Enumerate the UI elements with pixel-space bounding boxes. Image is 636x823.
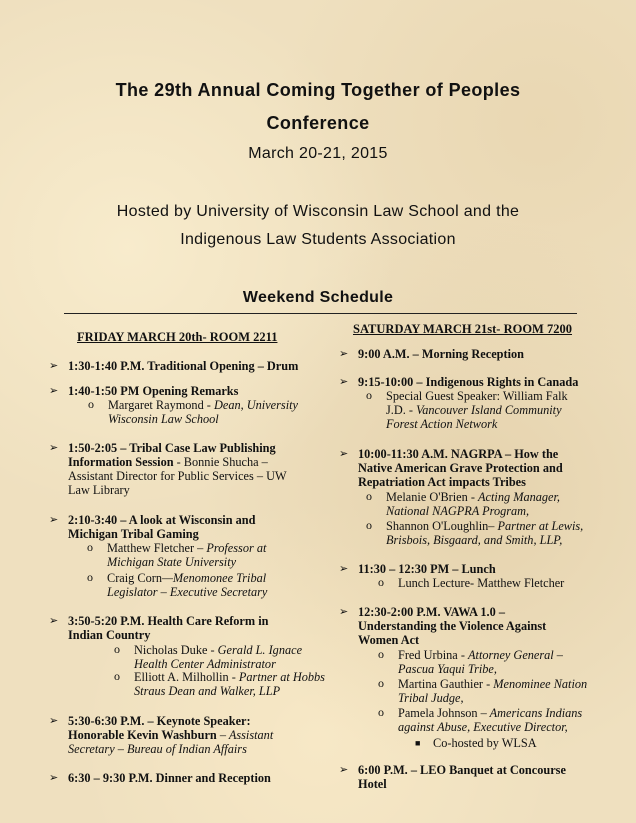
arrow-bullet-icon: ➢ [339,376,349,388]
speaker-role: Health Center Administrator [134,657,276,671]
divider-rule [64,313,577,314]
speaker-name: Shannon O'Loughlin [386,519,489,533]
saturday-vawa-cohost [415,736,613,750]
circle-bullet-icon: o [378,676,384,690]
speaker-name: Nicholas Duke - [134,643,218,657]
friday-item-opening [49,359,318,373]
circle-bullet-icon: o [114,642,120,656]
item-title: 9:00 A.M. – Morning Reception [358,347,524,361]
circle-bullet-icon: o [88,397,94,411]
arrow-bullet-icon: ➢ [49,715,59,727]
saturday-item-morning-reception [339,347,598,361]
item-title: Understanding the Violence Against [358,619,547,633]
item-title: Michigan Tribal Gaming [68,527,199,541]
speaker-name: J.D. - [386,403,417,417]
saturday-vawa-speaker-2 [378,676,613,705]
arrow-bullet-icon: ➢ [49,615,59,627]
circle-bullet-icon: o [366,388,372,402]
arrow-bullet-icon: ➢ [339,606,349,618]
speaker-role: —Menomonee Tribal [162,571,267,585]
title-line-1: The 29th Annual Coming Together of Peoples [115,80,521,100]
saturday-lunch-lecture [378,575,613,590]
speaker-role: Dean, University [213,398,298,412]
friday-item-health-care [49,614,318,642]
item-detail: – Assistant [216,728,274,742]
speaker-name: Fred Urbina - [398,648,469,662]
cohost-note: Co-hosted by WLSA [433,736,537,750]
speaker-role: Forest Action Network [386,417,498,431]
circle-bullet-icon: o [378,647,384,661]
friday-heading: FRIDAY MARCH 20th- ROOM 2211 [77,330,278,344]
speaker-role: Acting Manager, [478,490,560,504]
item-title: Indian Country [68,628,151,642]
speaker-role: against Abuse, Executive Director, [398,720,568,734]
conference-dates: March 20-21, 2015 [248,145,388,162]
speaker-role: Partner at Hobbs [238,670,325,684]
item-detail: Secretary – Bureau of Indian Affairs [68,742,247,756]
saturday-nagrpa-speaker-1 [366,489,611,518]
arrow-bullet-icon: ➢ [339,563,349,575]
saturday-item-lunch [339,562,608,576]
circle-bullet-icon: o [378,575,384,589]
circle-bullet-icon: o [114,669,120,683]
speaker-role: Legislator – Executive Secretary [107,585,268,599]
friday-item-remarks [49,384,318,398]
saturday-rights-speaker [366,388,606,431]
speaker-role: Pascua Yaqui Tribe, [398,662,497,676]
circle-bullet-icon: o [87,570,93,584]
circle-bullet-icon: o [366,518,372,532]
speaker-name: Special Guest Speaker: William Falk [386,389,568,403]
item-title: Hotel [358,777,387,791]
item-title: 11:30 – 12:30 PM – Lunch [358,562,496,576]
title-line-2: Conference [266,113,370,133]
saturday-item-vawa [339,605,608,647]
item-title: 1:50-2:05 – Tribal Case Law Publishing [68,441,276,455]
friday-gaming-speaker-2 [87,570,322,599]
arrow-bullet-icon: ➢ [49,360,59,372]
saturday-nagrpa-speaker-2 [366,518,616,547]
friday-health-speaker-1 [114,642,334,671]
speaker-name: Lunch Lecture- Matthew Fletcher [398,576,565,590]
saturday-heading: SATURDAY MARCH 21st- ROOM 7200 [353,322,572,336]
arrow-bullet-icon: ➢ [49,772,59,784]
speaker-role: Michigan State University [107,555,237,569]
item-title: 9:15-10:00 – Indigenous Rights in Canada [358,375,579,389]
speaker-name: Margaret Raymond - [108,398,214,412]
item-title: 12:30-2:00 P.M. VAWA 1.0 – [358,605,506,619]
item-title: 10:00-11:30 A.M. NAGRPA – How the [358,447,559,461]
item-title: 1:30-1:40 P.M. Traditional Opening – Drum [68,359,299,373]
weekend-schedule-heading: Weekend Schedule [242,289,394,306]
speaker-name: Craig Corn [107,571,162,585]
speaker-role: Brisbois, Bisgaard, and Smith, LLP, [386,533,563,547]
item-detail: Law Library [68,483,130,497]
friday-item-dinner [49,771,318,785]
speaker-role: Wisconsin Law School [108,412,219,426]
speaker-name: Pamela Johnson [398,706,481,720]
friday-gaming-speaker-1 [87,540,322,569]
speaker-name: Melanie O'Brien - [386,490,479,504]
friday-item-tribal-case-law [49,441,318,497]
item-title: 6:30 – 9:30 P.M. Dinner and Reception [68,771,271,785]
speaker-role: – Partner at Lewis, [488,519,584,533]
host-line-1: Hosted by University of Wisconsin Law School and the [116,203,520,220]
item-title: 1:40-1:50 PM Opening Remarks [68,384,239,398]
item-detail: Assistant Director for Public Services – UW [68,469,287,483]
item-title: Repatriation Act impacts Tribes [358,475,526,489]
friday-item-keynote [49,714,318,756]
speaker-name: Elliott A. Milhollin - [134,670,239,684]
friday-remarks-speaker [88,397,323,426]
speaker-role: Vancouver Island Community [416,403,562,417]
arrow-bullet-icon: ➢ [339,448,349,460]
speaker-role: Gerald L. Ignace [217,643,303,657]
item-title: Native American Grave Protection and [358,461,563,475]
friday-item-tribal-gaming [49,513,318,541]
item-title: Honorable Kevin Washburn [68,728,217,742]
speaker-role: Straus Dean and Walker, LLP [134,684,281,698]
speaker-role: National NAGPRA Program, [386,504,530,518]
item-title: 6:00 P.M. – LEO Banquet at Concourse [358,763,566,777]
circle-bullet-icon: o [378,705,384,719]
friday-health-speaker-2 [114,669,334,698]
arrow-bullet-icon: ➢ [339,764,349,776]
speaker-role: Menominee Nation [493,677,588,691]
saturday-item-banquet [339,763,608,791]
circle-bullet-icon: o [366,489,372,503]
circle-bullet-icon: o [87,540,93,554]
speaker-name: Matthew Fletcher [107,541,198,555]
square-bullet-icon: ■ [415,738,421,748]
speaker-role: Attorney General – [468,648,563,662]
item-title: Information Session [68,455,174,469]
arrow-bullet-icon: ➢ [49,385,59,397]
item-detail: - Bonnie Shucha – [173,455,268,469]
saturday-vawa-speaker-1 [378,647,613,676]
saturday-item-nagrpa [339,447,608,489]
speaker-role: – Americans Indians [480,706,583,720]
saturday-item-indigenous-rights [339,375,608,389]
item-title: 5:30-6:30 P.M. – Keynote Speaker: [68,714,251,728]
host-line-2: Indigenous Law Students Association [180,231,456,248]
item-title: 3:50-5:20 P.M. Health Care Reform in [68,614,269,628]
item-title: Women Act [358,633,420,647]
speaker-role: Tribal Judge, [398,691,464,705]
speaker-name: Martina Gauthier - [398,677,494,691]
arrow-bullet-icon: ➢ [49,442,59,454]
arrow-bullet-icon: ➢ [339,348,349,360]
arrow-bullet-icon: ➢ [49,514,59,526]
item-title: 2:10-3:40 – A look at Wisconsin and [68,513,256,527]
speaker-role: – Professor at [197,541,267,555]
saturday-vawa-speaker-3 [378,705,613,734]
